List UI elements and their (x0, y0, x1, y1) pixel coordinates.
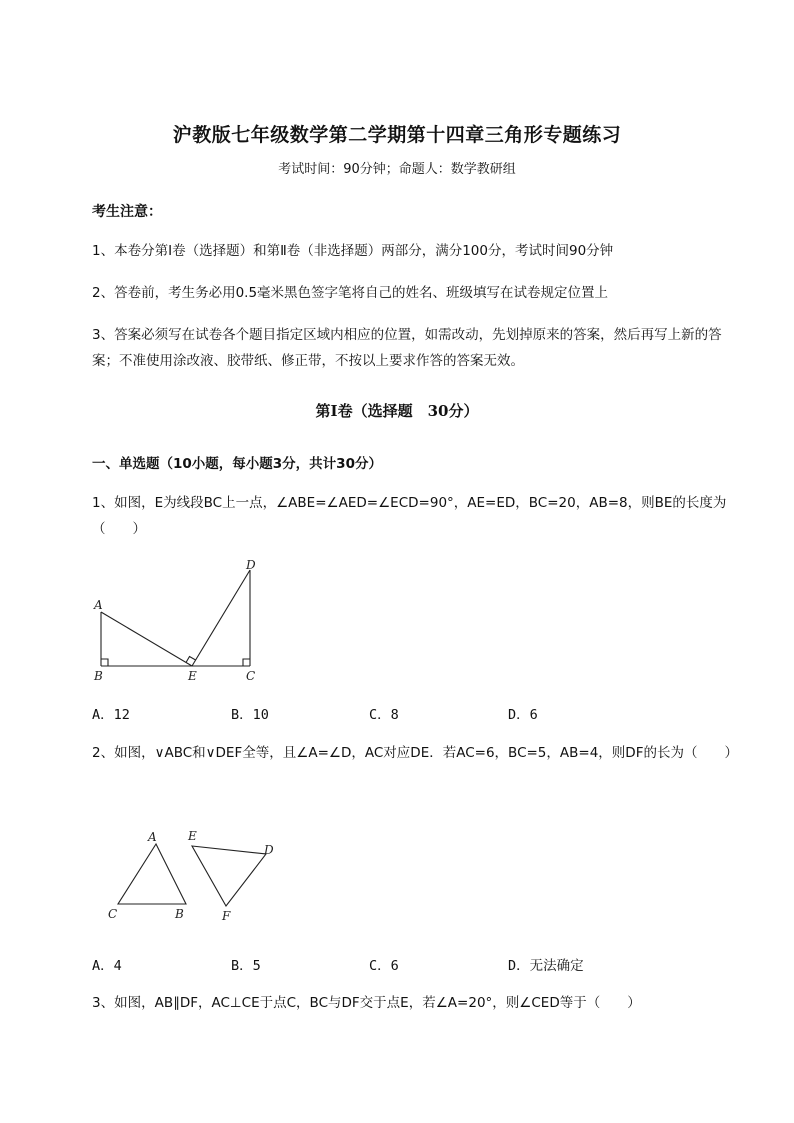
label-f: F (222, 909, 231, 923)
q1-option-c[interactable]: C．8 (369, 707, 399, 723)
section-title: 第I卷（选择题 30分） (315, 402, 479, 420)
right-angle-b (101, 659, 108, 666)
question-1-figure (86, 556, 276, 686)
question-1-stem: 1、如图，E为线段BC上一点，∠ABE=∠AED=∠ECD=90°，AE=ED，BC=20，AB=8，则BE的长度为（ ） (92, 495, 727, 537)
label-e: E (188, 669, 197, 683)
triangle-abc (118, 844, 186, 904)
question-2-figure (100, 826, 290, 926)
q2-option-c[interactable]: C．6 (369, 958, 399, 974)
segment-ed (192, 570, 250, 666)
label-c: C (108, 907, 118, 921)
label-a: A (94, 598, 103, 612)
q2-option-d[interactable]: D．无法确定 (508, 958, 584, 974)
label-d: D (264, 843, 274, 857)
exam-subtitle: 考试时间：90分钟；命题人：数学教研组 (278, 162, 516, 177)
page-title: 沪教版七年级数学第二学期第十四章三角形专题练习 (172, 124, 622, 146)
note-item-1: 1、本卷分第I卷（选择题）和第Ⅱ卷（非选择题）两部分，满分100分，考试时间90分钟 (92, 243, 614, 259)
label-e: E (188, 829, 197, 843)
q1-option-b[interactable]: B．10 (231, 707, 269, 723)
label-d: D (246, 558, 256, 572)
notes-heading: 考生注意： (92, 204, 162, 220)
q1-option-d[interactable]: D．6 (508, 707, 538, 723)
triangle-def (192, 846, 266, 906)
label-c: C (246, 669, 256, 683)
question-2-stem: 2、如图，∨ABC和∨DEF全等，且∠A=∠D，AC对应DE．若AC=6，BC=5，AB=4，则DF的长为（ ） (92, 745, 738, 761)
label-a: A (148, 830, 157, 844)
right-angle-c (243, 659, 250, 666)
q2-option-b[interactable]: B．5 (231, 958, 261, 974)
part-title: 一、单选题（10小题，每小题3分，共计30分） (92, 456, 382, 472)
note-item-3: 3、答案必须写在试卷各个题目指定区域内相应的位置，如需改动，先划掉原来的答案，然后再写上新的答案；不准使用涂改液、胶带纸、修正带，不按以上要求作答的答案无效。 (92, 327, 722, 369)
q2-option-a[interactable]: A．4 (92, 958, 122, 974)
label-b: B (175, 907, 184, 921)
question-3-stem: 3、如图，AB∥DF，AC⊥CE于点C，BC与DF交于点E，若∠A=20°，则∠CED等于（ ） (92, 995, 641, 1011)
label-b: B (94, 669, 103, 683)
q1-option-a[interactable]: A．12 (92, 707, 130, 723)
segment-ae (101, 612, 192, 666)
note-item-2: 2、答卷前，考生务必用0.5毫米黑色签字笔将自己的姓名、班级填写在试卷规定位置上 (92, 285, 609, 301)
